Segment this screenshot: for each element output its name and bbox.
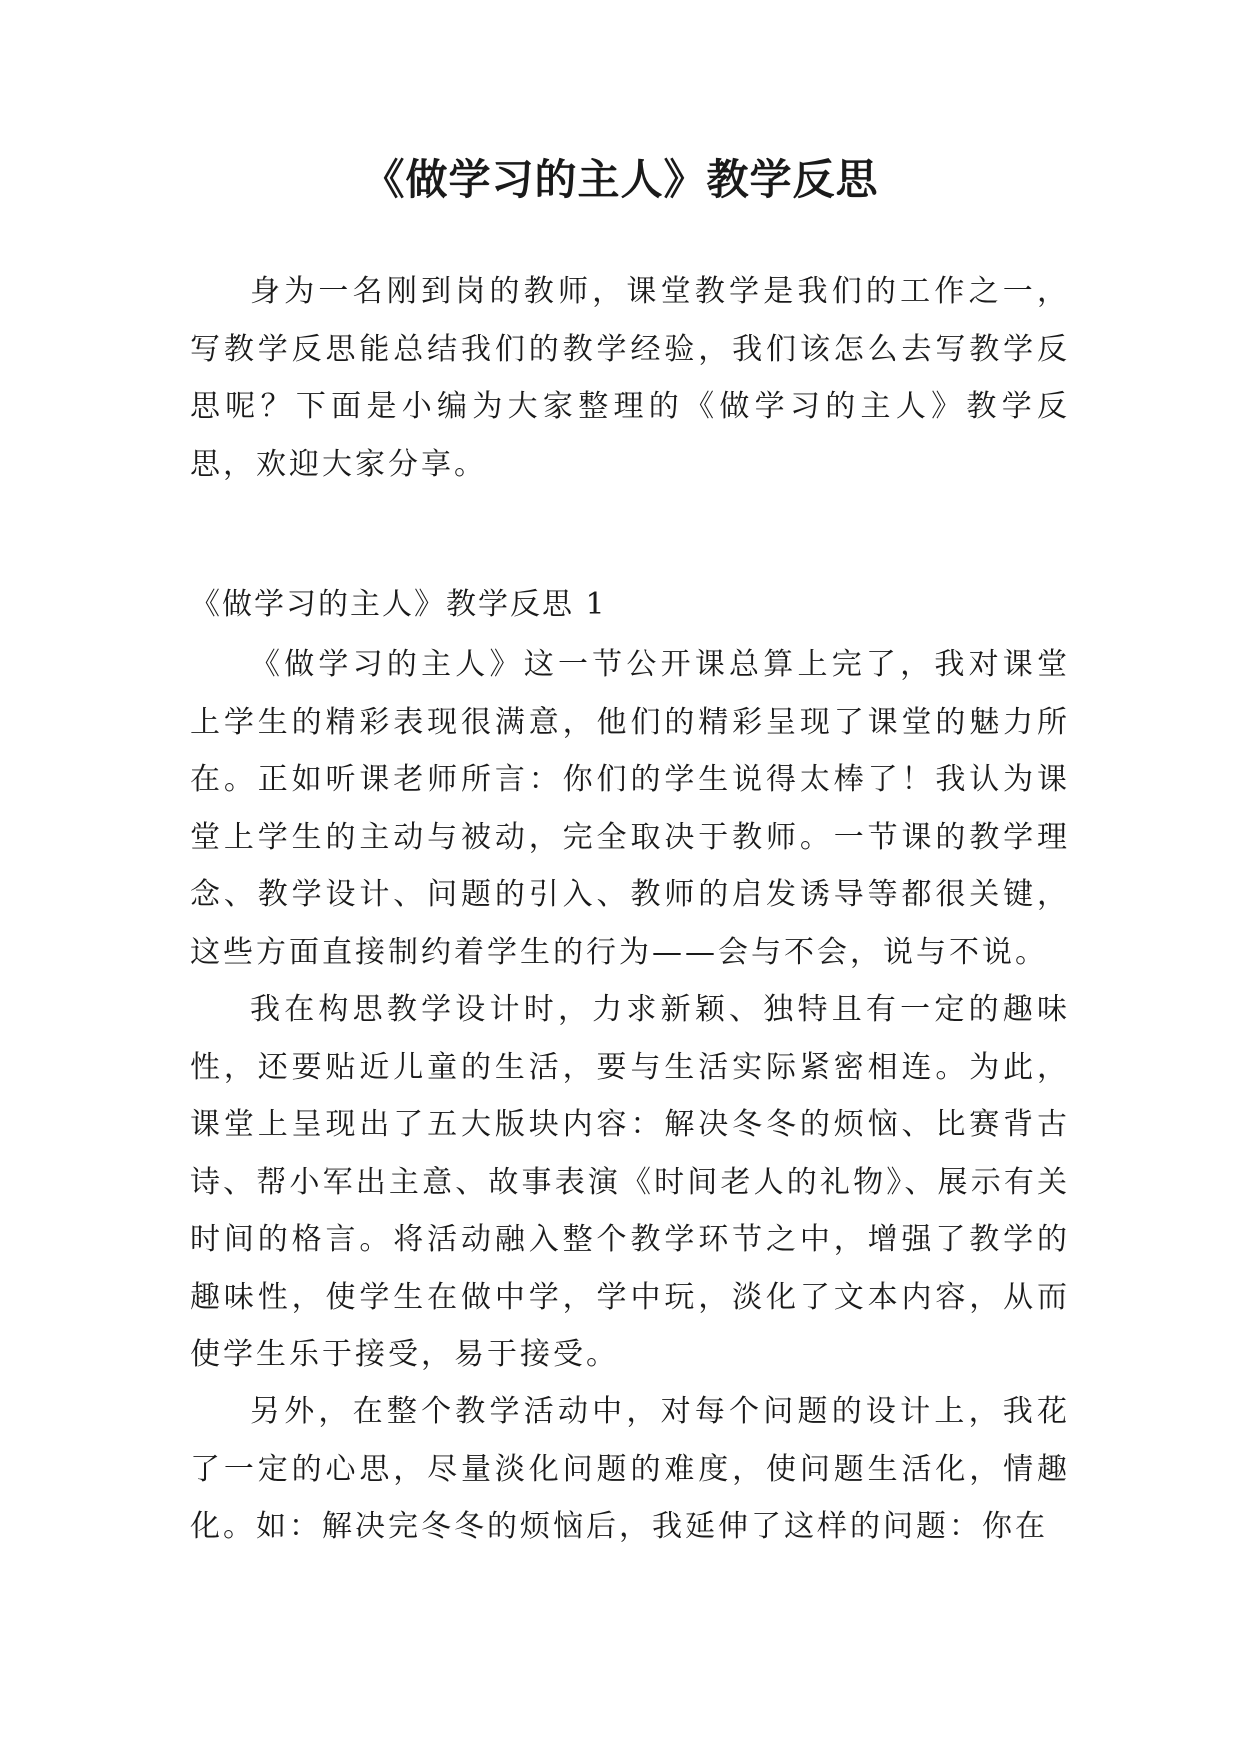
document-title: 《做学习的主人》教学反思 xyxy=(362,155,879,204)
section-heading: 《做学习的主人》教学反思 1 xyxy=(190,587,607,622)
section-paragraph: 另外，在整个教学活动中，对每个问题的设计上，我花了一定的心思，尽量淡化问题的难度，使问题生活化，情趣化。如：解决完冬冬的烦恼后，我延伸了这样的问题：你在 xyxy=(190,1394,1070,1544)
intro-paragraph: 身为一名刚到岗的教师，课堂教学是我们的工作之一，写教学反思能总结我们的教学经验，我们该怎么去写教学反思呢？下面是小编为大家整理的《做学习的主人》教学反思，欢迎大家分享。 xyxy=(190,274,1070,482)
section-paragraph: 我在构思教学设计时，力求新颖、独特且有一定的趣味性，还要贴近儿童的生活，要与生活实际紧密相连。为此，课堂上呈现出了五大版块内容：解决冬冬的烦恼、比赛背古诗、帮小军出主意、故事表演《时间老人的礼物》、展示有关时间的格言。将活动融入整个教学环节之中，增强了教学的趣味性，使学生在做中学，学中玩，淡化了文本内容，从而使学生乐于接受，易于接受。 xyxy=(190,992,1070,1372)
section-paragraph: 《做学习的主人》这一节公开课总算上完了，我对课堂上学生的精彩表现很满意，他们的精彩呈现了课堂的魅力所在。正如听课老师所言：你们的学生说得太棒了！我认为课堂上学生的主动与被动，完全取决于教师。一节课的教学理念、教学设计、问题的引入、教师的启发诱导等都很关键，这些方面直接制约着学生的行为——会与不会，说与不说。 xyxy=(190,647,1070,970)
